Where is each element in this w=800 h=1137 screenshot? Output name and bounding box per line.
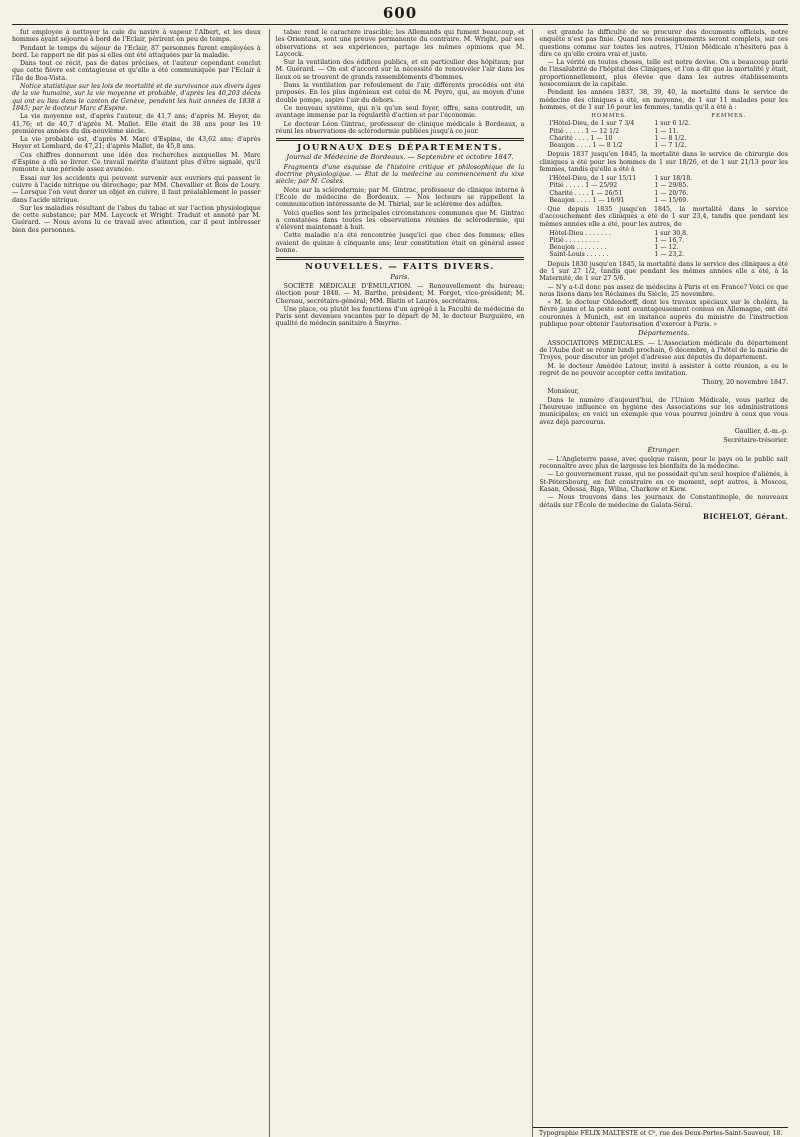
col1-paragraph: Sur les maladies résultant de l'abus du tabac et sur l'action physiologique de cette substance; par MM. Laycock et Wright. Traduit et annoté par M. Guérard. — Nous avons lu ce travail avec attention, car il peut intéresser bien des personnes.: [12, 204, 261, 234]
stats-row: Saint-Louis . . . . . . 1 — 23,2.: [549, 251, 685, 259]
letter-salutation: Monsieur,: [547, 388, 579, 396]
col3-paragraph: est grande la difficulté de se procurer des documents officiels, notre enquête n'est pas finie. Quand nos renseignements seront complets, sur ces questions comme sur toutes les autres, l'Union Médicale n'hésitera pas à dire ce qu'elle croira vrai et juste.: [539, 29, 789, 58]
stats-row: Beaujon . . . . . . . . 1 — 12.: [549, 244, 679, 252]
col3-paragraph: — La vérité en toutes choses, telle est notre devise. On a beaucoup parlé de l'insalubrité de l'hôpital des Cliniques, et l'on a dit que la mortalité y était, proportionnellement, plus élevée que dans les autres établissements nosocomiaux de la capitale.: [539, 59, 789, 89]
stats-row: l'Hôtel-Dieu, de 1 sur 15/11 1 sur 18/18.: [549, 175, 693, 183]
stats-row: l'Hôtel-Dieu, de 1 sur 7 3/4 1 sur 6 1/2.: [549, 120, 691, 128]
news-place-paris: Paris.: [390, 272, 410, 281]
col3-paragraph: — N'y a-t-il donc pas assez de médecins à Paris et en France? Voici ce que nous lisons dans les Réclames du Siècle, 25 novembre.: [539, 283, 789, 298]
col3-foreign-paragraph: — L'Angleterre passe, avec quelque raison, pour le pays où le public sait reconnaître avec plus de largesse les bienfaits de la médecine.: [539, 455, 789, 471]
column-3: [532, 29, 788, 1137]
column-2: [269, 29, 525, 1137]
stats-row: Hôtel-Dieu . . . . . . . 1 sur 30,8.: [549, 229, 689, 237]
col2-paragraph: Dans la ventilation par refoulement de l'air, différents procédés ont été proposés. En les plus ingénieux est celui de M. Peyre, qui, au moyen d'une double pompe, aspire l'air du dehors.: [275, 82, 525, 104]
col2-section-paragraph: Cette maladie n'a été rencontrée jusqu'ici que chez des femmes; elles avaient de quinze à cinquante ans; leur constitution était en général assez bonne.: [275, 232, 525, 255]
stats-row: Beaujon . . . . 1 — 8 1/2 1 — 7 1/2.: [549, 142, 687, 150]
col3-foreign-paragraph: — Nous trouvons dans les journaux de Constantinople, de nouveaux détails sur l'École de médecine de Galata-Séraï.: [539, 494, 789, 509]
col2-news-paragraph: Une place, ou plutôt les fonctions d'un agrégé à la Faculté de médecine de Paris sont devenues vacantes par le départ de M. le docteur Burguière, en qualité de médecin sanitaire à Smyrne.: [275, 305, 525, 328]
col3-dept-paragraph: ASSOCIATIONS MÉDICALES. — L'Association médicale du département de l'Aube doit se réunir lundi prochain, 6 décembre, à l'hôtel de la mairie de Troyes, pour discuter un projet d'adresse aux députés du département.: [539, 339, 789, 362]
stats-row: Beaujon . . . . 1 — 16/91 1 — 15/69.: [549, 196, 689, 204]
col1-paragraph: Notice statistique sur les lois de mortalité et de survivance aux divers âges de la vie humaine, sur la vie moyenne et probable, d'après les 40,203 décès qui ont eu lieu dans le canton de Genève, pendant les huit années de 1838 à 1845; par le docteur Marc d'Espine.: [12, 83, 261, 112]
stats-row: Pitié . . . . . 1 — 12 1/2 1 — 11.: [549, 127, 679, 135]
columns: [12, 29, 788, 1137]
section-rule: [276, 138, 525, 141]
col3-paragraph: Pendant les années 1837, 38, 39, 40, la mortalité dans le service de médecine des cliniques a été, en moyenne, de 1 sur 11 malades pour les hommes, et de 1 sur 16 pour les femmes, tandis qu'il a été à :: [539, 89, 789, 111]
col2-section-paragraph: Fragments d'une esquisse de l'histoire critique et philosophique de la doctrine physiologique. — Etat de la médecine au commencement du xixe siècle; par M. Costes.: [275, 163, 525, 186]
col1-paragraph: Pendant le temps du séjour de l'Eclair, 87 personnes furent employées à bord. Le rapport ne dit pas si elles ont été attaquées par la maladie.: [12, 44, 261, 59]
stats-row: Charité . . . . 1 — 10 1 — 8 1/2.: [549, 134, 687, 142]
editor-signature: BICHELOT, Gérant.: [703, 511, 789, 521]
stats-table-medicine: [549, 113, 788, 149]
section-title-nouvelles: NOUVELLES. — FAITS DIVERS.: [305, 262, 495, 273]
section-title-etranger: Étranger.: [647, 445, 680, 454]
col1-paragraph: La vie moyenne est, d'après l'auteur, de 41,7 ans; d'après M. Heyer, de 41,76; et de 40,7 d'après M. Mallet. Elle était de 38 ans pour les 19 premières années du dix-neuvième siècle.: [12, 113, 261, 135]
section-title-departements: Départements.: [638, 329, 690, 338]
col1-paragraph: fut employée à nettoyer la cale du navire à vapeur l'Albert, et les deux hommes ayant séjourné à bord de l'Eclair, périrent en peu de temps.: [12, 29, 261, 44]
col1-paragraph: La vie probable est, d'après M. Marc d'Espine, de 43,62 ans; d'après Heyer et Lombard, de 47,21; d'après Mallet, de 45,8 ans.: [12, 136, 261, 151]
col1-paragraph: Dans tout ce récit, pas de dates précises, et l'auteur cependant conclut que cette fièvre est contagieuse et qu'elle a été communiquée par l'Eclair à l'île de Boa-Vista.: [12, 60, 261, 82]
letter-dateline: Thoiry, 20 novembre 1847.: [702, 379, 789, 387]
col3-paragraph: Depuis 1837 jusqu'en 1845, la mortalité dans le service de chirurgie des cliniques a été pour les hommes de 1 sur 18/26, et de 1 sur 21/13 pour les femmes, tandis qu'elle a été à: [539, 151, 789, 173]
page-number: 600: [382, 4, 418, 22]
letter-body: Dans le numéro d'aujourd'hui, de l'Union Médicale, vous parlez de l'heureuse influence en hygiène des Associations sur les administrations municipales; en voici un exemple que vous pourrez joindre à ceux que vous avez déjà parcourus.: [539, 396, 789, 426]
col2-section-paragraph: Voici quelles sont les principales circonstances communes que M. Gintrac a constatées dans toutes les observations réunies de sclérodermie, qui s'élèvent maintenant à huit.: [275, 209, 525, 232]
section-rule: [276, 257, 525, 260]
col2-paragraph: Ce nouveau système, qui n'a qu'un seul foyer, offre, sans contredit, un avantage immense par la régularité d'action et par l'économie.: [275, 104, 525, 120]
stats-row: Pitié . . . . . 1 — 25/92 1 — 29/85.: [549, 182, 689, 190]
col3-paragraph: Depuis 1830 jusqu'en 1845, la mortalité dans le service des cliniques a été de 1 sur 27 1/2, tandis que pendant les mêmes années elle a été, à la Maternité, de 1 sur 27 5/6.: [539, 260, 789, 283]
letter-signature-role: Secrétaire-trésorier.: [723, 437, 789, 445]
col2-section-paragraph: Note sur la sclérodermie; par M. Gintrac, professeur de clinique interne à l'Ecole de médecine de Bordeaux. — Nos lecteurs se rappellent la communication intéressante de M. Thirial, sur le sclérème des adultes.: [275, 186, 525, 209]
stats-header-men: HOMMES.: [591, 113, 628, 120]
stats-row: Charité . . . . 1 — 26/51 1 — 20/76.: [549, 189, 689, 197]
col3-paragraph: Que depuis 1835 jusqu'en 1845, la mortalité dans le service d'accouchement des cliniques a été de 1 sur 23,4, tandis que pendant les mêmes années elle a été, pour les autres, de: [539, 205, 789, 228]
col2-news-paragraph: SOCIÉTÉ MÉDICALE D'ÉMULATION. — Renouvellement du bureau; élection pour 1848. — M. Barthe, président; M. Forget, vice-président; M. Chereau, secrétaire-général; MM. Blatin et Laurès, secrétaires.: [275, 282, 525, 305]
col3-paragraph: « M. le docteur Oldendorff, dont les travaux spéciaux sur le choléra, la fièvre jaune et la peste sont avantageusement connus en Allemagne, ont été couronnés à Munich, est en instance auprès du ministre de l'instruction publique pour obtenir l'autorisation d'exercer à Paris. »: [539, 299, 789, 329]
section-title-journaux: JOURNAUX DES DÉPARTEMENTS.: [297, 143, 503, 154]
col2-paragraph: tabac rend le caractère irascible; les Allemands qui fument beaucoup, et les Orientaux, sont une preuve permanente du contraire. M. Wright, par ses observations et ses expériences, partage les mêmes opinions que M. Laycock.: [275, 29, 525, 58]
col3-foreign-paragraph: — Le gouvernement russe, qui ne possédait qu'un seul hospice d'aliénés, à St-Pétersbourg, en fait construire en ce moment, sept autres, à Moscou, Kasan, Odessa, Riga, Wilna, Charkow et Kiew.: [539, 471, 789, 493]
stats-table-maternity: [549, 230, 788, 259]
header-rule: [12, 24, 788, 25]
stats-row: Pitié . . . . . . . . . 1 — 16,7.: [549, 237, 685, 245]
stats-header-women: FEMMES.: [711, 113, 747, 120]
printer-imprint: Typographie FÉLIX MALTESTE et Cᵉ, rue des Deux-Portes-Saint-Sauveur, 18.: [533, 1127, 788, 1137]
col2-paragraph: Sur la ventilation des édifices publics, et en particulier des hôpitaux; par M. Guérard. — On est d'accord sur la nécessité de renouveler l'air dans les lieux où se trouvent de grands rassemblements d'hommes.: [275, 59, 525, 81]
col3-dept-paragraph: M. le docteur Amédée Latour, invité à assister à cette réunion, a eu le regret de ne pouvoir accepter cette invitation.: [539, 362, 789, 377]
col2-paragraph: Le docteur Léon Gintrac, professeur de clinique médicale à Bordeaux, a réuni les observations de sclérodermie publiées jusqu'à ce jour.: [275, 120, 525, 135]
stats-table-surgery: [549, 175, 788, 204]
letter-signature: Gaullier, d.-m.-p.: [734, 427, 789, 435]
section-subtitle-bordeaux: Journal de Médecine de Bordeaux. — Septembre et octobre 1847.: [286, 153, 514, 162]
column-1: [12, 29, 261, 1137]
col1-paragraph: Ces chiffres donneront une idée des recherches auxquelles M. Marc d'Espine a dû se livrer. Ce travail mérite d'autant plus d'être signalé, qu'il remonte à une période assez avancée.: [12, 151, 261, 174]
col1-paragraph: Essai sur les accidents qui peuvent survenir aux ouvriers qui passent le cuivre à l'acide nitrique ou dérochage; par MM. Chevallier et Bois de Loury. — Lorsque l'on veut dorer un objet en cuivre, il faut préalablement le passer dans l'acide nitrique.: [12, 174, 261, 204]
